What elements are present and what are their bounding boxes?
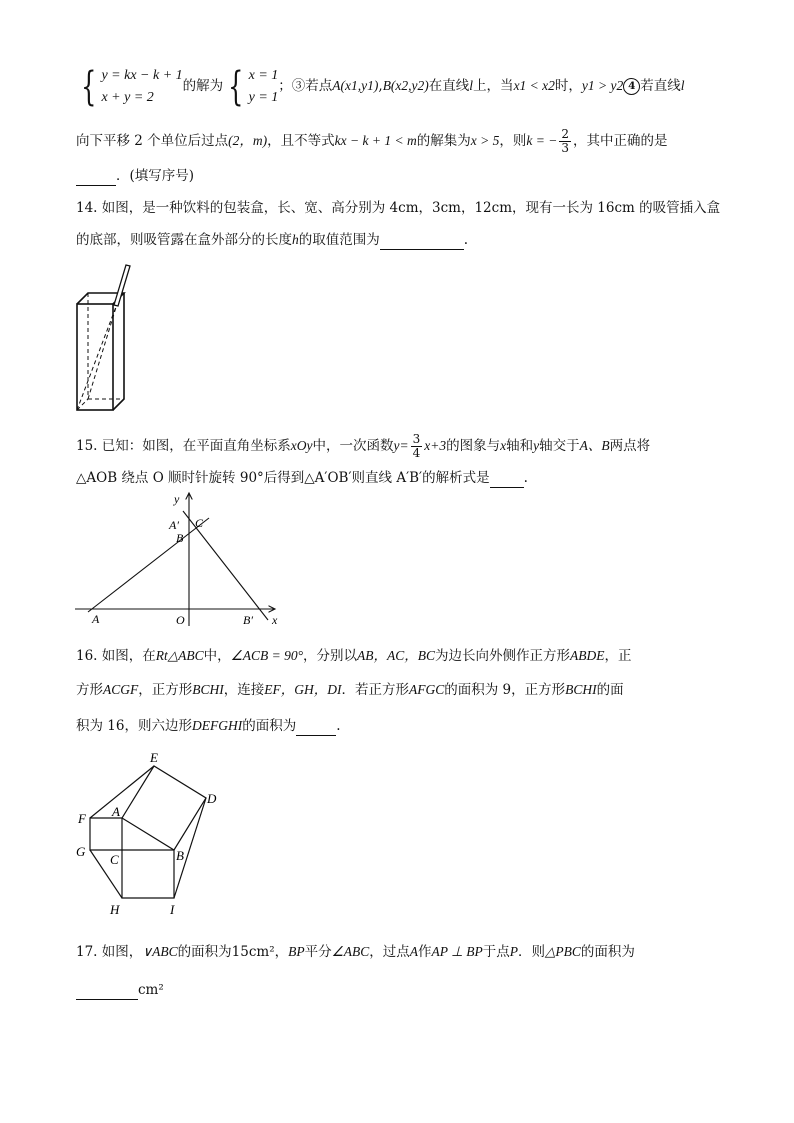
q13-line2-d: ，则 bbox=[499, 133, 527, 149]
q15-text-1a: 15. 已知：如图，在平面直角坐标系 bbox=[76, 438, 291, 454]
label-f: F bbox=[78, 811, 86, 826]
circled-4-icon: 4 bbox=[623, 78, 640, 95]
system-1 bbox=[101, 65, 182, 109]
straw-outside bbox=[114, 265, 130, 306]
q16-text-2b: ，正方形 bbox=[138, 682, 193, 698]
system-1-eq1: y = kx − k + 1 bbox=[101, 67, 183, 83]
left-brace: { bbox=[81, 63, 97, 110]
label-d: D bbox=[207, 791, 217, 806]
perpendicular: AP ⊥ BP bbox=[431, 944, 483, 959]
inequality: kx − k + 1 < m bbox=[334, 133, 417, 148]
hidden-edge-diagonal bbox=[77, 399, 88, 410]
square-bchi-shape bbox=[122, 850, 174, 898]
label-c: C bbox=[110, 852, 119, 867]
square-acgf-shape bbox=[90, 818, 122, 850]
q16-line1 bbox=[76, 646, 632, 666]
part3-middle: 在直线 bbox=[428, 78, 470, 94]
label-b: B bbox=[176, 531, 184, 545]
inequality-solution: x > 5 bbox=[470, 133, 500, 148]
q16-text-2e: 的面积为 9，正方形 bbox=[444, 682, 566, 698]
q16-text-2c: ，连接 bbox=[223, 682, 265, 698]
square-bchi: BCHI bbox=[192, 682, 224, 697]
x-var: x bbox=[500, 438, 507, 453]
square-bchi-2: BCHI bbox=[565, 682, 597, 697]
q13-line2 bbox=[76, 128, 667, 155]
q16-squares-figure bbox=[70, 748, 230, 920]
y-var: y bbox=[533, 438, 540, 453]
slope-numerator: 3 bbox=[412, 432, 421, 446]
x-plus-3: x+3 bbox=[424, 438, 447, 453]
answer-blank-16[interactable] bbox=[296, 721, 336, 736]
part3-prefix: ；③若点 bbox=[278, 78, 333, 94]
system-2-eq2: y = 1 bbox=[248, 89, 279, 105]
triangle-abc: ∨ABC bbox=[142, 944, 178, 959]
part4-prefix: 若直线 bbox=[640, 78, 681, 94]
cond-x: x1 < x2 bbox=[513, 78, 555, 93]
q16-text-3c: . bbox=[336, 718, 341, 734]
box-front-face bbox=[77, 304, 113, 410]
unit-cm2: cm² bbox=[138, 982, 164, 998]
system-1-eq2: x + y = 2 bbox=[101, 89, 154, 105]
q16-text-1a: 16. 如图，在 bbox=[76, 648, 156, 664]
point-b: B(x2,y2) bbox=[382, 78, 429, 93]
answer-blank-17[interactable] bbox=[76, 985, 138, 1000]
answer-blank-13[interactable] bbox=[76, 171, 116, 186]
label-i: I bbox=[170, 902, 175, 917]
q15-text-2b: . bbox=[523, 470, 528, 486]
q13-line2-a: 向下平移 2 个单位后过点 bbox=[76, 133, 229, 149]
label-b: B bbox=[176, 848, 184, 863]
q13-line3 bbox=[76, 166, 194, 186]
q17-text-1e: ，过点 bbox=[369, 944, 410, 960]
label-x: x bbox=[272, 613, 278, 627]
square-afgc: AFGC bbox=[409, 682, 445, 697]
system-2-eq1: x = 1 bbox=[248, 67, 279, 83]
points-ab: A、B bbox=[579, 438, 610, 453]
y-equals: y= bbox=[393, 438, 409, 453]
q16-text-2d: ．若正方形 bbox=[341, 682, 409, 698]
sides: AB，AC，BC bbox=[357, 648, 436, 663]
answer-blank-15[interactable] bbox=[490, 473, 524, 488]
q15-line2 bbox=[76, 468, 528, 488]
q17-line2 bbox=[76, 980, 164, 1000]
q14-line2 bbox=[76, 230, 468, 250]
straw-inside-2 bbox=[77, 304, 117, 410]
q17-line1 bbox=[76, 942, 635, 962]
q17-text-1f: 作 bbox=[417, 944, 432, 960]
segment-bp: BP bbox=[288, 944, 305, 959]
label-o: O bbox=[176, 613, 185, 627]
q16-text-2f: 的面 bbox=[596, 682, 624, 698]
label-y: y bbox=[174, 492, 180, 506]
angle-acb: ∠ACB = 90° bbox=[230, 648, 304, 663]
q17-text-1c: ， bbox=[274, 944, 289, 960]
q16-text-3a: 积为 16，则六边形 bbox=[76, 718, 192, 734]
q16-text-3b: 的面积为 bbox=[242, 718, 297, 734]
q13-line2-b: ，且不等式 bbox=[267, 133, 335, 149]
q14-line1 bbox=[76, 198, 720, 218]
label-e: E bbox=[150, 750, 158, 765]
q17-text-1a: 17. 如图， bbox=[76, 944, 143, 960]
hexagon-defghi: DEFGHI bbox=[191, 718, 243, 733]
point-a: A bbox=[409, 944, 418, 959]
k-denominator: 3 bbox=[561, 141, 569, 155]
point-p: P bbox=[509, 944, 518, 959]
label-a: A bbox=[112, 804, 120, 819]
label-b-prime: B′ bbox=[243, 613, 253, 627]
left-brace-2: { bbox=[228, 63, 244, 110]
q14-box-figure bbox=[70, 260, 140, 415]
k-numerator: 2 bbox=[561, 127, 569, 141]
q16-text-1d: 为边长向外侧作正方形 bbox=[435, 648, 571, 664]
k-fraction bbox=[559, 128, 571, 155]
xoy: xOy bbox=[290, 438, 313, 453]
solution-text: 的解为 bbox=[182, 78, 224, 94]
area-value: 15cm² bbox=[231, 944, 275, 960]
label-a-prime: A′ bbox=[169, 518, 179, 532]
label-g: G bbox=[76, 844, 86, 859]
slope-denominator: 4 bbox=[412, 446, 421, 460]
angle-abc: ∠ABC bbox=[331, 944, 370, 959]
part3-on: 上，当 bbox=[473, 78, 514, 94]
q17-text-1g: 于点 bbox=[482, 944, 510, 960]
q15-line1 bbox=[76, 430, 650, 462]
q17-text-1b: 的面积为 bbox=[177, 944, 232, 960]
q16-line2 bbox=[76, 680, 624, 700]
system-2 bbox=[249, 65, 279, 109]
triangle-pbc: △PBC bbox=[544, 944, 581, 959]
connect-segments: EF，GH，DI bbox=[264, 682, 342, 697]
answer-blank-14[interactable] bbox=[380, 235, 464, 250]
slope-fraction bbox=[411, 433, 423, 460]
cond-y: y1 > y2 bbox=[581, 78, 624, 93]
q16-text-1c: ，分别以 bbox=[303, 648, 358, 664]
q14-text-2c: . bbox=[463, 232, 469, 248]
k-equals: k = − bbox=[526, 133, 558, 148]
q15-text-1c: 的图象与 bbox=[446, 438, 501, 454]
part3-time: 时， bbox=[554, 78, 582, 94]
q16-text-1b: 中， bbox=[203, 648, 231, 664]
segment-ef bbox=[90, 766, 154, 818]
q15-text-1e: 轴交于 bbox=[539, 438, 580, 454]
q15-coordinate-figure bbox=[70, 488, 290, 628]
q14-text-1: 14. 如图，是一种饮料的包装盒，长、宽、高分别为 4cm，3cm，12cm，现有一长为 16cm 的吸管插入盒 bbox=[76, 200, 721, 216]
label-a: A bbox=[92, 612, 100, 626]
square-acgf: ACGF bbox=[103, 682, 139, 697]
line-l: l bbox=[469, 78, 474, 93]
q13-line1: { y = kx − k + 1 x + y = 2 的解为 { x = 1 y = 1 ；③若点A(x1,y1),B(x2,y2)在直线l上，当x1 < x2时，y1 > y2 4 若直线l bbox=[81, 63, 685, 110]
part4-line: l bbox=[680, 78, 685, 93]
q16-line3 bbox=[76, 716, 341, 736]
var-h: h bbox=[292, 232, 299, 247]
q13-line2-e: ，其中正确的是 bbox=[572, 133, 668, 149]
q17-text-1h: ．则 bbox=[517, 944, 545, 960]
line-ab bbox=[88, 518, 209, 612]
label-c: C bbox=[195, 516, 204, 530]
q13-line2-c: 的解集为 bbox=[416, 133, 471, 149]
q15-text-1b: 中，一次函数 bbox=[312, 438, 394, 454]
label-h: H bbox=[110, 902, 120, 917]
point-2m: (2，m) bbox=[228, 133, 268, 148]
rt-triangle: Rt△ABC bbox=[155, 648, 204, 663]
q15-text-1f: 两点将 bbox=[609, 438, 651, 454]
q17-text-1i: 的面积为 bbox=[580, 944, 635, 960]
q15-text-2a: △AOB 绕点 O 顺时针旋转 90°后得到△A′OB′则直线 A′B′的解析式是 bbox=[76, 470, 490, 486]
q15-text-1d: 轴和 bbox=[506, 438, 534, 454]
point-a: A(x1,y1) bbox=[332, 78, 379, 93]
square-abde: ABDE bbox=[570, 648, 605, 663]
q14-text-2b: 的取值范围为 bbox=[298, 232, 380, 248]
q14-text-2a: 的底部，则吸管露在盒外部分的长度 bbox=[76, 232, 292, 248]
q17-text-1d: 平分 bbox=[304, 944, 332, 960]
q16-text-1e: ，正 bbox=[604, 648, 632, 664]
q13-fill-hint: ．(填写序号) bbox=[116, 168, 195, 184]
q16-text-2a: 方形 bbox=[76, 682, 103, 698]
